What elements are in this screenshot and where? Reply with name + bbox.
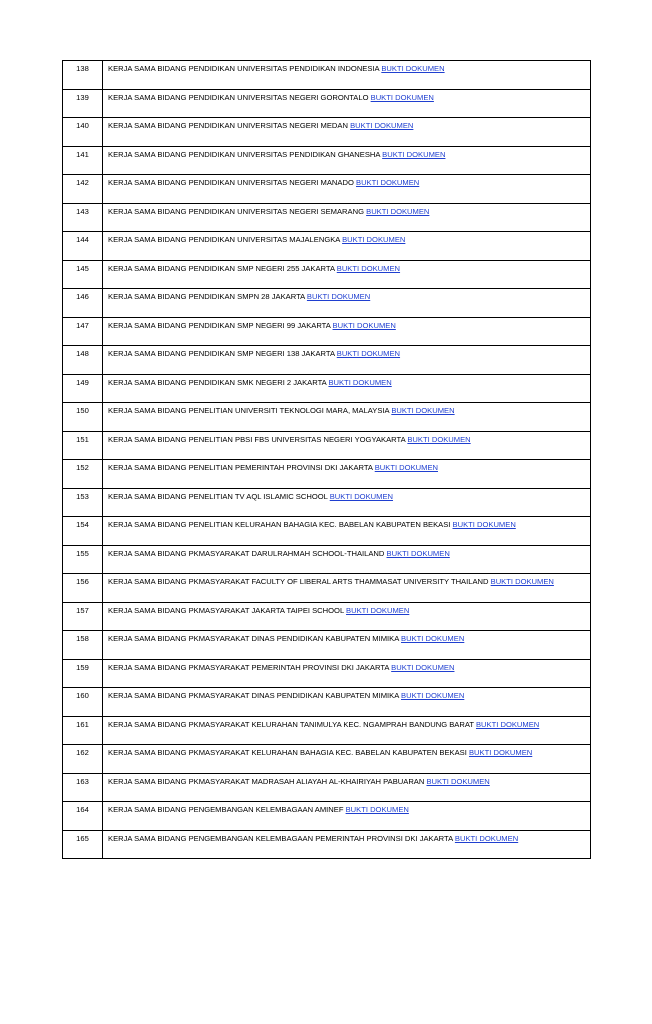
row-description-cell xyxy=(103,403,591,432)
row-description-cell xyxy=(103,289,591,318)
row-number: 152 xyxy=(63,460,103,489)
row-number: 162 xyxy=(63,745,103,774)
table-row xyxy=(63,517,591,546)
table-row xyxy=(63,175,591,204)
bukti-dokumen-link[interactable]: BUKTI DOKUMEN xyxy=(468,748,533,757)
table-row xyxy=(63,802,591,831)
bukti-dokumen-link[interactable]: BUKTI DOKUMEN xyxy=(350,121,414,130)
row-description: KERJA SAMA BIDANG PENDIDIKAN UNIVERSITAS NEGERI GORONTALO xyxy=(108,92,369,102)
table-row xyxy=(63,830,591,859)
row-description-cell xyxy=(103,602,591,631)
row-description-cell xyxy=(103,374,591,403)
row-description-cell xyxy=(103,89,591,118)
row-description-cell xyxy=(103,61,591,90)
table-row xyxy=(63,89,591,118)
row-number: 165 xyxy=(63,830,103,859)
row-number: 142 xyxy=(63,175,103,204)
bukti-dokumen-link[interactable]: BUKTI DOKUMEN xyxy=(345,805,409,814)
row-description: KERJA SAMA BIDANG PENELITIAN KELURAHAN BAHAGIA KEC. BABELAN KABUPATEN BEKASI xyxy=(108,520,451,529)
table-row xyxy=(63,374,591,403)
bukti-dokumen-link[interactable]: BUKTI DOKUMEN xyxy=(332,320,396,330)
row-description-cell xyxy=(103,203,591,232)
row-number: 150 xyxy=(63,403,103,432)
row-description: KERJA SAMA BIDANG PENDIDIKAN SMPN 28 JAKARTA xyxy=(108,292,305,301)
row-number: 160 xyxy=(63,688,103,717)
table-body xyxy=(63,61,591,859)
row-description-cell xyxy=(103,716,591,745)
row-description: KERJA SAMA BIDANG PKMASYARAKAT KELURAHAN BAHAGIA KEC. BABELAN KABUPATEN BEKASI xyxy=(108,748,467,757)
row-description-cell xyxy=(103,517,591,546)
row-description-cell xyxy=(103,146,591,175)
row-number: 153 xyxy=(63,488,103,517)
cooperation-table xyxy=(62,60,591,859)
bukti-dokumen-link[interactable]: BUKTI DOKUMEN xyxy=(490,577,554,586)
bukti-dokumen-link[interactable]: BUKTI DOKUMEN xyxy=(336,349,401,358)
bukti-dokumen-link[interactable]: BUKTI DOKUMEN xyxy=(342,235,406,244)
row-number: 158 xyxy=(63,631,103,660)
row-description-cell xyxy=(103,488,591,517)
table-row xyxy=(63,289,591,318)
row-description-cell xyxy=(103,431,591,460)
table-row xyxy=(63,431,591,460)
row-description: KERJA SAMA BIDANG PKMASYARAKAT JAKARTA TAIPEI SCHOOL xyxy=(108,605,344,615)
table-row xyxy=(63,773,591,802)
bukti-dokumen-link[interactable]: BUKTI DOKUMEN xyxy=(329,491,394,501)
row-number: 144 xyxy=(63,232,103,261)
row-description: KERJA SAMA BIDANG PENGEMBANGAN KELEMBAGAAN AMINEF xyxy=(108,805,344,814)
bukti-dokumen-link[interactable]: BUKTI DOKUMEN xyxy=(382,149,446,159)
row-number: 149 xyxy=(63,374,103,403)
table-row xyxy=(63,403,591,432)
row-number: 154 xyxy=(63,517,103,546)
bukti-dokumen-link[interactable]: BUKTI DOKUMEN xyxy=(366,206,430,216)
row-number: 141 xyxy=(63,146,103,175)
row-number: 157 xyxy=(63,602,103,631)
bukti-dokumen-link[interactable]: BUKTI DOKUMEN xyxy=(386,548,450,558)
row-description: KERJA SAMA BIDANG PENELITIAN TV AQL ISLAMIC SCHOOL xyxy=(108,491,328,501)
row-description-cell xyxy=(103,773,591,802)
row-description: KERJA SAMA BIDANG PKMASYARAKAT MADRASAH ALIAYAH AL-KHAIRIYAH PABUARAN xyxy=(108,776,425,786)
row-number: 155 xyxy=(63,545,103,574)
row-description-cell xyxy=(103,260,591,289)
row-number: 164 xyxy=(63,802,103,831)
row-description: KERJA SAMA BIDANG PENDIDIKAN UNIVERSITAS MAJALENGKA xyxy=(108,235,340,244)
row-description-cell xyxy=(103,631,591,660)
row-description: KERJA SAMA BIDANG PENDIDIKAN SMP NEGERI 99 JAKARTA xyxy=(108,320,331,330)
row-description: KERJA SAMA BIDANG PENDIDIKAN UNIVERSITAS PENDIDIKAN INDONESIA xyxy=(108,64,380,73)
row-description: KERJA SAMA BIDANG PENDIDIKAN UNIVERSITAS NEGERI SEMARANG xyxy=(108,206,364,216)
row-description: KERJA SAMA BIDANG PENDIDIKAN UNIVERSITAS PENDIDIKAN GHANESHA xyxy=(108,149,381,159)
row-description-cell xyxy=(103,346,591,375)
row-description: KERJA SAMA BIDANG PENDIDIKAN SMP NEGERI 138 JAKARTA xyxy=(108,349,335,358)
row-number: 138 xyxy=(63,61,103,90)
row-description: KERJA SAMA BIDANG PENDIDIKAN UNIVERSITAS NEGERI MANADO xyxy=(108,178,354,187)
row-description: KERJA SAMA BIDANG PENELITIAN PBSI FBS UNIVERSITAS NEGERI YOGYAKARTA xyxy=(108,434,406,444)
row-number: 139 xyxy=(63,89,103,118)
table-row xyxy=(63,460,591,489)
bukti-dokumen-link[interactable]: BUKTI DOKUMEN xyxy=(356,178,420,187)
row-description-cell xyxy=(103,802,591,831)
table-row xyxy=(63,61,591,90)
row-description-cell xyxy=(103,118,591,147)
table-row xyxy=(63,232,591,261)
row-description: KERJA SAMA BIDANG PENDIDIKAN UNIVERSITAS NEGERI MEDAN xyxy=(108,121,348,130)
table-row xyxy=(63,203,591,232)
row-description-cell xyxy=(103,574,591,603)
bukti-dokumen-link[interactable]: BUKTI DOKUMEN xyxy=(452,520,516,529)
table-row xyxy=(63,545,591,574)
row-description: KERJA SAMA BIDANG PENDIDIKAN SMP NEGERI 255 JAKARTA xyxy=(108,263,335,273)
table-row xyxy=(63,631,591,660)
bukti-dokumen-link[interactable]: BUKTI DOKUMEN xyxy=(391,406,455,415)
row-number: 163 xyxy=(63,773,103,802)
table-row xyxy=(63,602,591,631)
row-number: 148 xyxy=(63,346,103,375)
row-number: 151 xyxy=(63,431,103,460)
table-row xyxy=(63,688,591,717)
row-number: 161 xyxy=(63,716,103,745)
row-description-cell xyxy=(103,175,591,204)
bukti-dokumen-link[interactable]: BUKTI DOKUMEN xyxy=(306,292,371,301)
row-number: 140 xyxy=(63,118,103,147)
row-description-cell xyxy=(103,460,591,489)
bukti-dokumen-link[interactable]: BUKTI DOKUMEN xyxy=(475,719,540,729)
row-description: KERJA SAMA BIDANG PKMASYARAKAT PEMERINTAH PROVINSI DKI JAKARTA xyxy=(108,662,390,672)
row-description: KERJA SAMA BIDANG PKMASYARAKAT DARULRAHMAH SCHOOL-THAILAND xyxy=(108,548,385,558)
row-description-cell xyxy=(103,830,591,859)
row-number: 143 xyxy=(63,203,103,232)
row-description: KERJA SAMA BIDANG PKMASYARAKAT DINAS PENDIDIKAN KABUPATEN MIMIKA xyxy=(108,634,399,643)
row-description: KERJA SAMA BIDANG PENELITIAN PEMERINTAH PROVINSI DKI JAKARTA xyxy=(108,463,373,472)
row-description: KERJA SAMA BIDANG PENGEMBANGAN KELEMBAGAAN PEMERINTAH PROVINSI DKI JAKARTA xyxy=(108,833,453,843)
row-description-cell xyxy=(103,232,591,261)
row-description-cell xyxy=(103,317,591,346)
row-description-cell xyxy=(103,659,591,688)
bukti-dokumen-link[interactable]: BUKTI DOKUMEN xyxy=(454,833,519,843)
row-number: 145 xyxy=(63,260,103,289)
bukti-dokumen-link[interactable]: BUKTI DOKUMEN xyxy=(328,377,392,387)
bukti-dokumen-link[interactable]: BUKTI DOKUMEN xyxy=(407,434,471,444)
row-number: 159 xyxy=(63,659,103,688)
table-row xyxy=(63,659,591,688)
table-row xyxy=(63,260,591,289)
table-row xyxy=(63,716,591,745)
row-number: 147 xyxy=(63,317,103,346)
bukti-dokumen-link[interactable]: BUKTI DOKUMEN xyxy=(346,605,410,615)
row-description: KERJA SAMA BIDANG PKMASYARAKAT DINAS PENDIDIKAN KABUPATEN MIMIKA xyxy=(108,691,399,700)
table-row xyxy=(63,118,591,147)
table-row xyxy=(63,317,591,346)
row-description-cell xyxy=(103,545,591,574)
row-number: 156 xyxy=(63,574,103,603)
row-description: KERJA SAMA BIDANG PKMASYARAKAT KELURAHAN TANIMULYA KEC. NGAMPRAH BANDUNG BARAT xyxy=(108,719,474,729)
table-row xyxy=(63,745,591,774)
bukti-dokumen-link[interactable]: BUKTI DOKUMEN xyxy=(381,64,445,73)
row-description-cell xyxy=(103,745,591,774)
bukti-dokumen-link[interactable]: BUKTI DOKUMEN xyxy=(391,662,455,672)
bukti-dokumen-link[interactable]: BUKTI DOKUMEN xyxy=(374,463,438,472)
table-row xyxy=(63,346,591,375)
table-row xyxy=(63,574,591,603)
row-number: 146 xyxy=(63,289,103,318)
bukti-dokumen-link[interactable]: BUKTI DOKUMEN xyxy=(370,92,434,102)
bukti-dokumen-link[interactable]: BUKTI DOKUMEN xyxy=(401,634,465,643)
bukti-dokumen-link[interactable]: BUKTI DOKUMEN xyxy=(401,691,465,700)
bukti-dokumen-link[interactable]: BUKTI DOKUMEN xyxy=(336,263,401,273)
row-description: KERJA SAMA BIDANG PENDIDIKAN SMK NEGERI 2 JAKARTA xyxy=(108,377,327,387)
bukti-dokumen-link[interactable]: BUKTI DOKUMEN xyxy=(426,776,490,786)
table-row xyxy=(63,146,591,175)
table-row xyxy=(63,488,591,517)
row-description-cell xyxy=(103,688,591,717)
row-description: KERJA SAMA BIDANG PENELITIAN UNIVERSITI TEKNOLOGI MARA, MALAYSIA xyxy=(108,406,390,415)
row-description: KERJA SAMA BIDANG PKMASYARAKAT FACULTY OF LIBERAL ARTS THAMMASAT UNIVERSITY THAILAND xyxy=(108,577,489,586)
